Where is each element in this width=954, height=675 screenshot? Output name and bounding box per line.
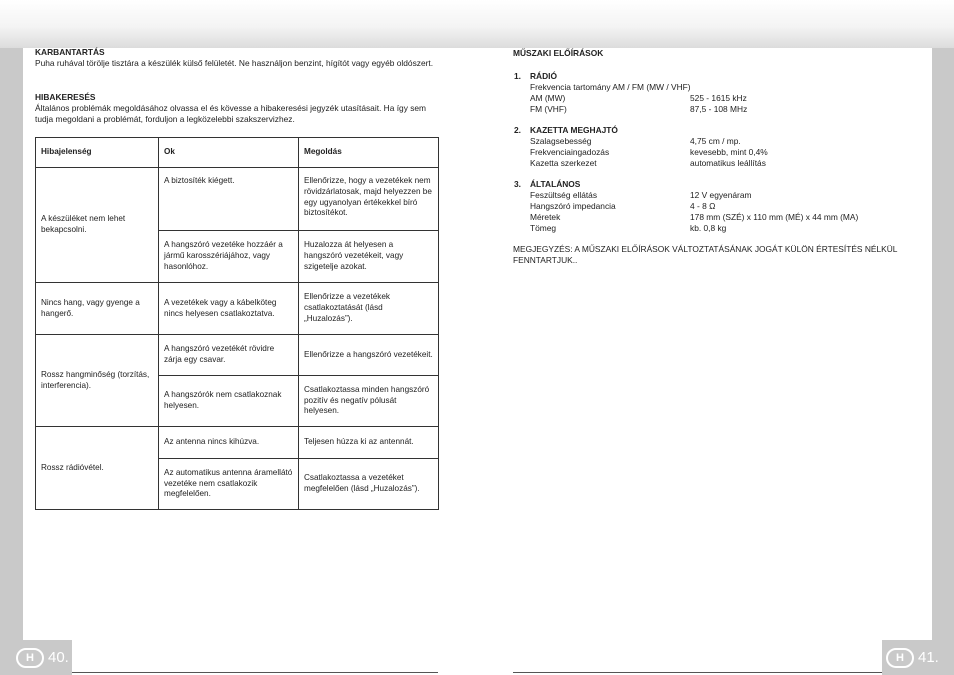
spec-value: 525 - 1615 kHz	[690, 93, 747, 103]
spec-key: Szalagsebesség	[530, 136, 592, 146]
maintenance-title: KARBANTARTÁS	[35, 47, 105, 57]
symptom-cell: Rossz hangminőség (torzítás, interferencia).	[36, 335, 159, 427]
cause-cell: A hangszóró vezetékét rövidre zárja egy csavar.	[159, 335, 299, 376]
spec-row	[513, 147, 913, 158]
spec-value: kevesebb, mint 0,4%	[690, 147, 768, 157]
cause-cell: A biztosíték kiégett.	[159, 168, 299, 231]
spec-value: automatikus leállítás	[690, 158, 766, 168]
page-footer-left	[0, 640, 72, 675]
spec-section-general	[513, 179, 913, 234]
symptom-cell: Rossz rádióvétel.	[36, 427, 159, 510]
section-title: RÁDIÓ	[530, 71, 557, 81]
spec-value: 87,5 - 108 MHz	[690, 104, 748, 114]
cause-cell: A vezetékek vagy a kábelköteg nincs helyesen csatlakoztatva.	[159, 283, 299, 335]
right-margin-strip	[932, 48, 954, 675]
page-number: 40.	[48, 649, 69, 666]
solution-cell: Huzalozza át helyesen a hangszóró vezetékeit, vagy szigetelje azokat.	[299, 231, 439, 283]
left-margin-strip	[0, 48, 23, 675]
header-symptom: Hibajelenség	[36, 138, 159, 168]
spec-value: 12 V egyenáram	[690, 190, 752, 200]
section-title: ÁLTALÁNOS	[530, 179, 581, 189]
spec-section-heading	[513, 125, 913, 136]
spec-key: Frekvenciaingadozás	[530, 147, 610, 157]
table-header-row	[36, 138, 439, 168]
section-number: 1.	[514, 71, 521, 81]
spec-value: 4,75 cm / mp.	[690, 136, 741, 146]
spec-value: 178 mm (SZÉ) x 110 mm (MÉ) x 44 mm (MA)	[690, 212, 859, 222]
header-cause: Ok	[159, 138, 299, 168]
spec-intro: Frekvencia tartomány AM / FM (MW / VHF)	[530, 82, 691, 92]
spec-key: Feszültség ellátás	[530, 190, 598, 200]
spec-key: FM (VHF)	[530, 104, 567, 114]
spec-key: AM (MW)	[530, 93, 566, 103]
solution-cell: Csatlakoztassa minden hangszóró pozitív és negatív pólusát helyesen.	[299, 376, 439, 427]
solution-cell: Ellenőrizze a hangszóró vezetékeit.	[299, 335, 439, 376]
page-footer-right	[882, 640, 954, 675]
solution-cell: Ellenőrizze, hogy a vezetékek nem rövidzárlatosak, majd helyezzen be egy ugyanolyan értékekkel bíró biztosítékot.	[299, 168, 439, 231]
troubleshooting-title: HIBAKERESÉS	[35, 92, 96, 102]
spec-row	[513, 223, 913, 234]
symptom-cell: A készüléket nem lehet bekapcsolni.	[36, 168, 159, 283]
section-number: 3.	[514, 179, 521, 189]
troubleshooting-section	[35, 92, 435, 125]
spec-key: Méretek	[530, 212, 561, 222]
spec-row	[513, 158, 913, 169]
section-title: KAZETTA MEGHAJTÓ	[530, 125, 618, 135]
spec-section-heading	[513, 179, 913, 190]
spec-row	[513, 136, 913, 147]
spec-key: Tömeg	[530, 223, 557, 233]
spec-value: 4 - 8 Ω	[690, 201, 716, 211]
spec-row	[513, 190, 913, 201]
table-row	[36, 168, 439, 231]
page-number: 41.	[918, 649, 939, 666]
section-number: 2.	[514, 125, 521, 135]
spec-key: Hangszóró impedancia	[530, 201, 616, 211]
spec-row	[513, 104, 913, 115]
spec-row	[513, 212, 913, 223]
spec-section-radio	[513, 71, 913, 115]
table-row	[36, 283, 439, 335]
footer-rule	[72, 672, 438, 673]
spec-row	[513, 201, 913, 212]
specs-title: MŰSZAKI ELŐÍRÁSOK	[513, 48, 604, 58]
maintenance-text: Puha ruhával törölje tisztára a készülék külső felületét. Ne használjon benzint, hígítót vagy egyéb oldószert.	[35, 58, 434, 68]
header-band	[0, 0, 954, 48]
spec-key: Kazetta szerkezet	[530, 158, 597, 168]
spec-row	[513, 93, 913, 104]
language-badge: H	[886, 648, 914, 668]
language-badge: H	[16, 648, 44, 668]
cause-cell: A hangszóró vezetéke hozzáér a jármű karosszériájához, vagy hasonlóhoz.	[159, 231, 299, 283]
table-row	[36, 427, 439, 459]
maintenance-section	[35, 47, 435, 69]
spec-value: kb. 0,8 kg	[690, 223, 727, 233]
cause-cell: Az automatikus antenna áramellátó vezetéke nem csatlakozik megfelelően.	[159, 459, 299, 510]
footer-rule	[513, 672, 882, 673]
spec-section-cassette	[513, 125, 913, 169]
spec-intro-row	[513, 82, 913, 93]
spec-section-heading	[513, 71, 913, 82]
troubleshooting-text: Általános problémák megoldásához olvassa el és kövesse a hibakeresési jegyzék utasításait. Ha így sem tudja megoldani a problémát, forduljon a legközelebbi szakszervizhez.	[35, 103, 427, 124]
solution-cell: Csatlakoztassa a vezetéket megfelelően (lásd „Huzalozás”).	[299, 459, 439, 510]
symptom-cell: Nincs hang, vagy gyenge a hangerő.	[36, 283, 159, 335]
troubleshooting-table	[35, 137, 439, 510]
solution-cell: Teljesen húzza ki az antennát.	[299, 427, 439, 459]
cause-cell: A hangszórók nem csatlakoznak helyesen.	[159, 376, 299, 427]
cause-cell: Az antenna nincs kihúzva.	[159, 427, 299, 459]
solution-cell: Ellenőrizze a vezetékek csatlakoztatását (lásd „Huzalozás”).	[299, 283, 439, 335]
header-solution: Megoldás	[299, 138, 439, 168]
table-row	[36, 335, 439, 376]
spec-note: MEGJEGYZÉS: A MŰSZAKI ELŐÍRÁSOK VÁLTOZTATÁSÁNAK JOGÁT KÜLÖN ÉRTESÍTÉS NÉLKÜL FENNTARTJUK..	[513, 244, 898, 265]
